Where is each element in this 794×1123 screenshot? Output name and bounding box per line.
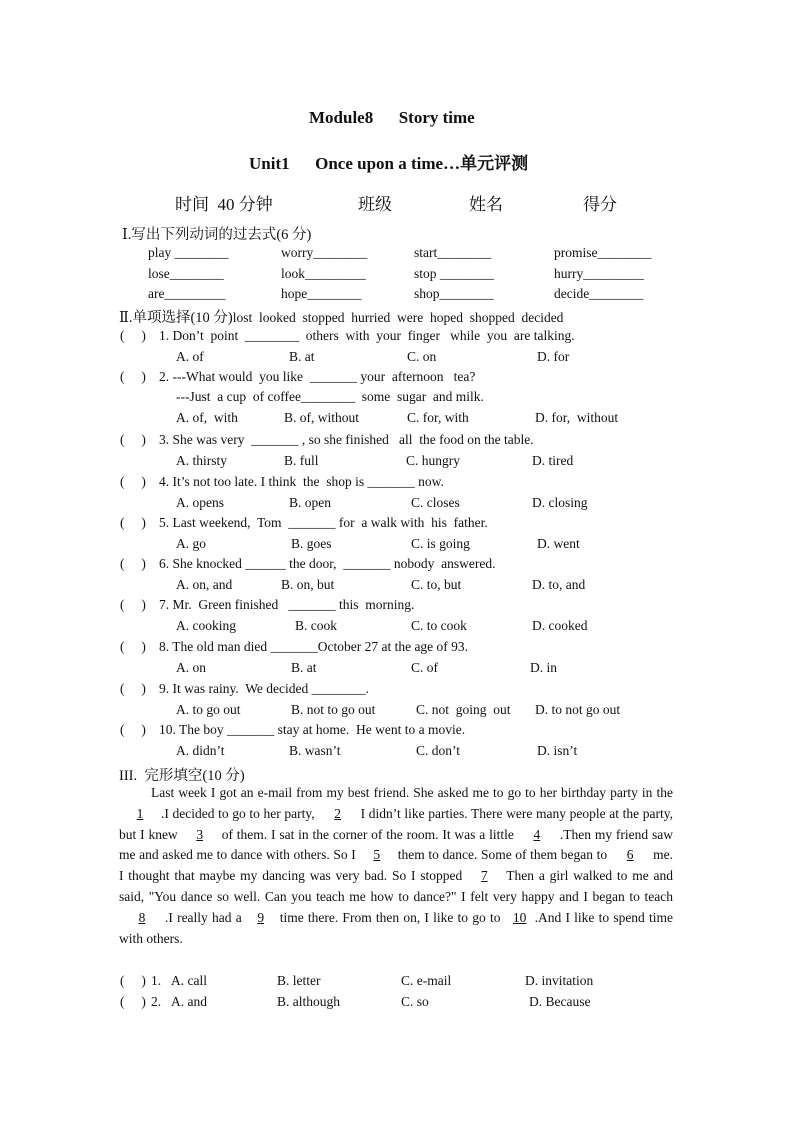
option-c: C. is going (411, 536, 470, 551)
answer-bracket: ( ) (120, 597, 146, 612)
option-b: B. cook (295, 618, 337, 633)
verb-item: worry________ (281, 245, 368, 260)
option-a: A. on (176, 660, 206, 675)
blank-1: 1 (136, 805, 144, 821)
option-a: A. and (171, 994, 207, 1009)
answer-bracket: ( ) (120, 681, 146, 696)
option-c: C. not going out (416, 702, 511, 717)
passage-text: Then a girl walked to me and said, "You dance so well. Can you teach me how to dance?" I felt very happy and I began to teach (119, 868, 674, 904)
answer-bracket: ( ) (120, 994, 146, 1009)
option-c: C. e-mail (401, 973, 452, 988)
option-a: A. of, with (176, 410, 238, 425)
section1-title: Ⅰ.写出下列动词的过去式(6 分) (122, 227, 312, 243)
answer-bracket: ( ) (120, 432, 146, 447)
option-c: C. for, with (407, 410, 469, 425)
blank-4: 4 (533, 826, 541, 842)
question-text: ---Just a cup of coffee________ some sugar and milk. (176, 389, 484, 404)
option-d: D. isn’t (537, 743, 578, 758)
passage-text: Last week I got an e-mail from my best friend. She asked me to go to her birthday party in the (151, 785, 673, 800)
question-text: 2. ---What would you like _______ your afternoon tea? (159, 369, 476, 384)
verb-item: look_________ (281, 266, 366, 281)
option-b: B. on, but (281, 577, 335, 592)
option-d: D. to not go out (535, 702, 621, 717)
option-b: B. although (277, 994, 340, 1009)
blank-8: 8 (138, 909, 146, 925)
question-text: 10. The boy _______ stay at home. He went to a movie. (159, 722, 466, 737)
question-text: 9. It was rainy. We decided ________. (159, 681, 369, 696)
page-title: Module8 Story time (309, 108, 475, 127)
answer-bracket: ( ) (120, 556, 146, 571)
answer-bracket: ( ) (120, 328, 146, 343)
verb-item: hurry_________ (554, 266, 644, 281)
passage-text: of them. I sat in the corner of the room. It was a little (221, 826, 514, 842)
option-d: D. for, without (535, 410, 619, 425)
header-score: 得分 (583, 195, 617, 214)
option-b: B. open (289, 495, 331, 510)
option-d: D. to, and (532, 577, 586, 592)
passage-text: .I decided to go to her party, (161, 805, 315, 821)
option-d: D. for (537, 349, 570, 364)
verb-item: promise________ (554, 245, 652, 260)
page-subtitle: Unit1 Once upon a time…单元评测 (249, 154, 529, 173)
option-a: A. opens (176, 495, 224, 510)
option-c: C. to cook (411, 618, 467, 633)
option-d: D. went (537, 536, 580, 551)
question-text: 6. She knocked ______ the door, _______ nobody answered. (159, 556, 496, 571)
header-name: 姓名 (469, 195, 503, 214)
section2-word-list: lost looked stopped hurried were hoped shopped decided (232, 310, 564, 325)
question-text: 7. Mr. Green finished _______ this morning. (159, 597, 415, 612)
option-a: A. thirsty (176, 453, 228, 468)
option-d: D. closing (532, 495, 588, 510)
question-text: 5. Last weekend, Tom _______ for a walk with his father. (159, 515, 488, 530)
option-b: B. at (289, 349, 315, 364)
passage-text: .I really had a (165, 909, 242, 925)
option-c: C. on (407, 349, 437, 364)
blank-5: 5 (373, 847, 381, 863)
option-d: D. cooked (532, 618, 588, 633)
blank-3: 3 (196, 826, 204, 842)
option-b: B. at (291, 660, 317, 675)
option-a: A. to go out (176, 702, 241, 717)
option-c: C. closes (411, 495, 460, 510)
section3-title: III. 完形填空(10 分) (119, 768, 245, 784)
verb-item: shop________ (414, 286, 494, 301)
answer-bracket: ( ) (120, 722, 146, 737)
option-c: C. to, but (411, 577, 462, 592)
passage-text: I didn’t like parties. There were many people at the party, but I knew (119, 805, 673, 842)
passage-text: .Then my friend saw me and asked me to dance with others. So I (119, 826, 673, 863)
verb-item: start________ (414, 245, 492, 260)
header-class: 班级 (358, 195, 392, 214)
option-d: D. tired (532, 453, 574, 468)
option-a: A. call (171, 973, 207, 988)
option-c: C. don’t (416, 743, 461, 758)
section2-title (119, 306, 563, 327)
option-c: C. so (401, 994, 429, 1009)
option-c: C. of (411, 660, 438, 675)
blank-7: 7 (480, 868, 488, 884)
blank-2: 2 (334, 805, 342, 821)
passage-text: me. I thought that maybe my dancing was very bad. So I stopped (119, 847, 673, 884)
passage-text: time there. From then on, I like to go to (279, 909, 501, 925)
answer-bracket: ( ) (120, 639, 146, 654)
question-text: 4. It’s not too late. I think the shop is _______ now. (159, 474, 444, 489)
verb-item: play ________ (148, 245, 229, 260)
question-text: 8. The old man died _______October 27 at the age of 93. (159, 639, 469, 654)
option-d: D. Because (529, 994, 591, 1009)
answer-bracket: ( ) (120, 369, 146, 384)
option-d: D. in (530, 660, 557, 675)
option-b: B. not to go out (291, 702, 376, 717)
verb-item: lose________ (148, 266, 224, 281)
option-b: B. full (284, 453, 319, 468)
option-a: A. on, and (176, 577, 233, 592)
option-d: D. invitation (525, 973, 594, 988)
option-a: A. didn’t (176, 743, 225, 758)
blank-6: 6 (626, 847, 634, 863)
header-time: 时间 40 分钟 (175, 195, 273, 214)
option-a: A. go (176, 536, 206, 551)
option-a: A. cooking (176, 618, 236, 633)
passage-text: .And I like to spend time with others. (119, 909, 674, 946)
option-c: C. hungry (406, 453, 460, 468)
question-text: 3. She was very _______ , so she finished all the food on the table. (159, 432, 534, 447)
blank-10: 10 (512, 909, 527, 925)
verb-item: are_________ (148, 286, 226, 301)
option-a: A. of (176, 349, 204, 364)
question-number: 1. (151, 973, 162, 988)
section2-title-cn: Ⅱ.单项选择(10 分) (119, 310, 233, 326)
answer-bracket: ( ) (120, 515, 146, 530)
option-b: B. letter (277, 973, 321, 988)
verb-item: stop ________ (414, 266, 494, 281)
cloze-passage (119, 783, 673, 949)
question-text: 1. Don’t point ________ others with your finger while you are talking. (159, 328, 575, 343)
option-b: B. of, without (284, 410, 360, 425)
option-b: B. wasn’t (289, 743, 341, 758)
passage-text: them to dance. Some of them began to (397, 847, 608, 863)
question-number: 2. (151, 994, 162, 1009)
verb-item: hope________ (281, 286, 362, 301)
option-b: B. goes (291, 536, 332, 551)
answer-bracket: ( ) (120, 474, 146, 489)
answer-bracket: ( ) (120, 973, 146, 988)
blank-9: 9 (257, 909, 265, 925)
verb-item: decide________ (554, 286, 644, 301)
